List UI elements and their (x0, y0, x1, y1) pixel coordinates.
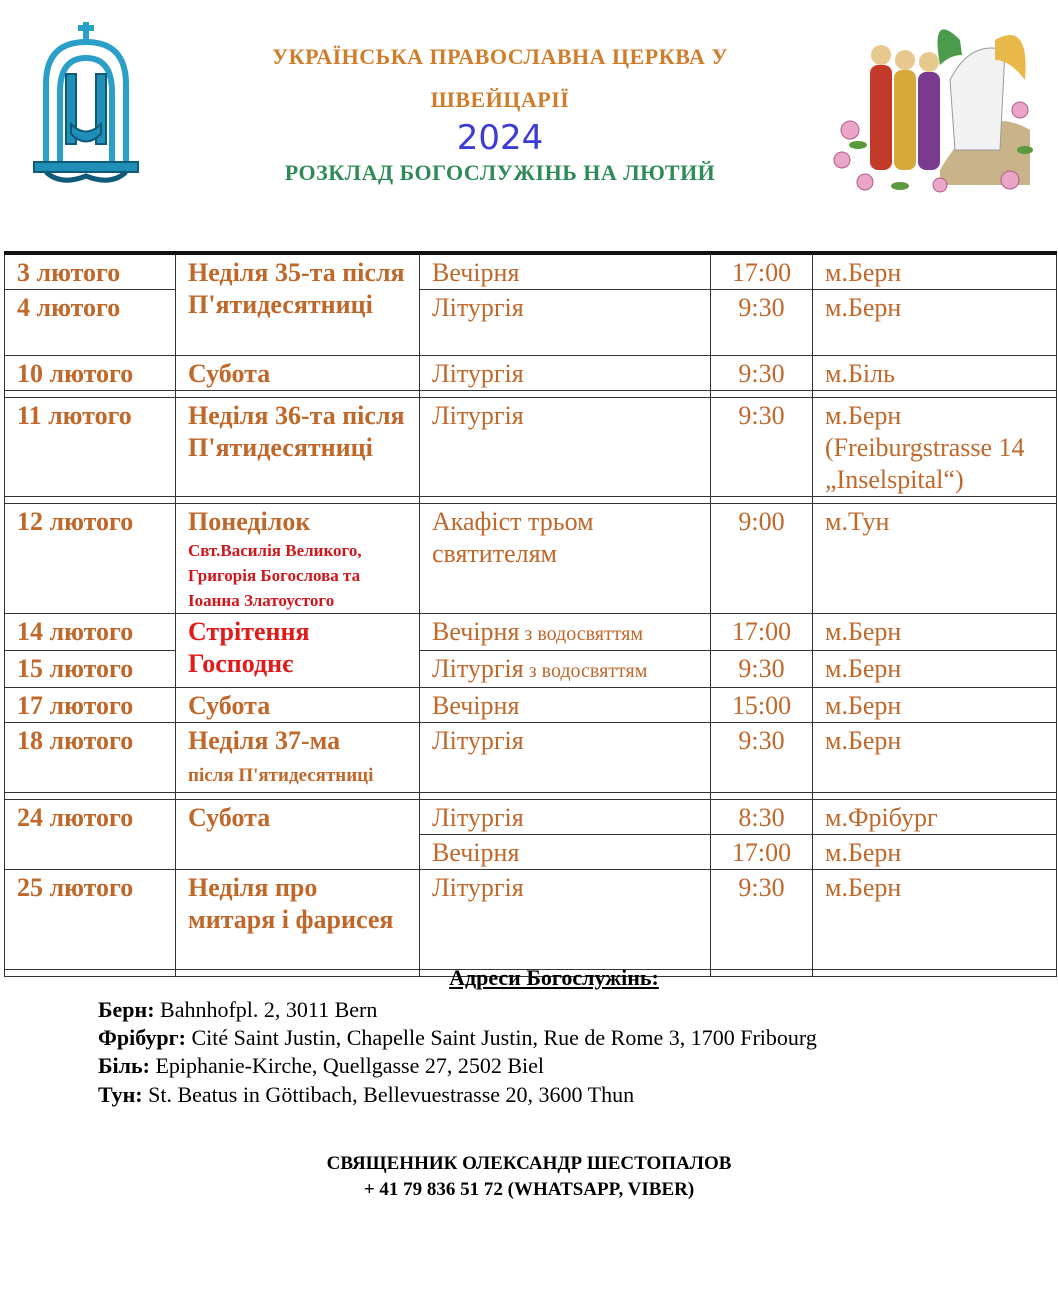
date-cell: 17 лютого (5, 688, 176, 723)
contact-phone: + 41 79 836 51 72 (WHATSAPP, VIBER) (363, 1179, 695, 1200)
header-line3: РОЗКЛАД БОГОСЛУЖІНЬ НА ЛЮТИЙ (284, 160, 716, 185)
service-cell: Літургія (420, 800, 711, 835)
day-cell: Неділя про митаря і фарисея (176, 870, 420, 970)
date-cell: 12 лютого (5, 504, 176, 614)
address-text: St. Beatus in Göttibach, Bellevuestrasse 20, 3600 Thun (142, 1082, 635, 1107)
service-extra: з водосвяттям (523, 660, 648, 682)
day-subtitle: після П'ятидесятниці (188, 765, 374, 786)
table-row (5, 398, 1057, 497)
date-cell: 10 лютого (5, 356, 176, 391)
service-cell: Вечірня (420, 835, 711, 870)
time-cell: 9:30 (711, 723, 813, 793)
time-cell: 9:30 (711, 651, 813, 688)
time-cell: 17:00 (711, 614, 813, 651)
place-cell: м.Берн (813, 835, 1057, 870)
date-cell: 14 лютого (5, 614, 176, 651)
table-row (5, 614, 1057, 651)
row-separator (5, 391, 1057, 398)
time-cell: 9:30 (711, 290, 813, 356)
day-name: Понеділок (188, 507, 311, 536)
schedule-table (4, 251, 1057, 977)
service-cell: Вечірня (420, 688, 711, 723)
address-biel (98, 1053, 544, 1079)
table-row (5, 800, 1057, 835)
time-cell: 17:00 (711, 253, 813, 290)
place-cell: м.Берн (Freiburgstrasse 14 „Inselspital“) (813, 398, 1057, 497)
time-cell: 8:30 (711, 800, 813, 835)
date-cell: 24 лютого (5, 800, 176, 870)
service-cell: Літургія (420, 398, 711, 497)
date-cell: 18 лютого (5, 723, 176, 793)
date-cell: 4 лютого (5, 290, 176, 356)
place-cell: м.Берн (813, 614, 1057, 651)
place-cell: м.Берн (813, 688, 1057, 723)
header-year: 2024 (456, 118, 544, 158)
time-cell: 9:30 (711, 870, 813, 970)
place-cell: м.Берн (813, 651, 1057, 688)
service-cell: Акафіст трьом святителям (420, 504, 711, 614)
address-thun (98, 1082, 634, 1108)
time-cell: 17:00 (711, 835, 813, 870)
table-row (5, 253, 1057, 290)
address-fribourg (98, 1025, 817, 1051)
saints-note: Свт.Василія Великого, Григорія Богослова та Іоанна Златоустого (188, 541, 362, 610)
place-cell: м.Берн (813, 723, 1057, 793)
day-name: Неділя 37-ма (188, 726, 341, 755)
time-cell: 9:30 (711, 356, 813, 391)
service-extra: з водосвяттям (519, 623, 644, 645)
myrrh-bearers-icon (830, 10, 1035, 195)
addresses-title: Адреси Богослужінь: (449, 965, 659, 990)
day-cell: Субота (176, 356, 420, 391)
place-cell: м.Тун (813, 504, 1057, 614)
service-cell: Літургія (420, 870, 711, 970)
service-cell: Літургія (420, 356, 711, 391)
date-cell: 25 лютого (5, 870, 176, 970)
header-line2: ШВЕЙЦАРІЇ (430, 87, 570, 112)
priest-name: СВЯЩЕННИК ОЛЕКСАНДР ШЕСТОПАЛОВ (326, 1153, 732, 1174)
service-cell: Вечірня (420, 253, 711, 290)
place-cell: м.Берн (813, 870, 1057, 970)
day-cell: Стрітення Господнє (176, 614, 420, 688)
address-text: Epiphanie-Kirche, Quellgasse 27, 2502 Biel (149, 1053, 545, 1078)
time-cell: 9:30 (711, 398, 813, 497)
day-cell: Субота (176, 800, 420, 870)
address-text: Bahnhofpl. 2, 3011 Bern (154, 997, 378, 1022)
time-cell: 15:00 (711, 688, 813, 723)
table-row (5, 290, 1057, 356)
date-cell: 3 лютого (5, 253, 176, 290)
place-cell: м.Берн (813, 290, 1057, 356)
address-label: Берн: (98, 997, 155, 1022)
address-label: Фрібург: (98, 1025, 186, 1050)
day-cell: Субота (176, 688, 420, 723)
table-row (5, 870, 1057, 970)
table-row (5, 504, 1057, 614)
place-cell: м.Біль (813, 356, 1057, 391)
address-label: Тун: (98, 1082, 143, 1107)
service-name: Літургія (432, 654, 524, 683)
table-row (5, 356, 1057, 391)
row-separator (5, 793, 1057, 800)
table-row (5, 688, 1057, 723)
header (0, 0, 1058, 220)
date-cell: 11 лютого (5, 398, 176, 497)
place-cell: м.Фрібург (813, 800, 1057, 835)
table-row (5, 651, 1057, 688)
address-label: Біль: (98, 1053, 150, 1078)
day-cell: Неділя 36-та після П'ятидесятниці (176, 398, 420, 497)
row-separator (5, 497, 1057, 504)
time-cell: 9:00 (711, 504, 813, 614)
service-cell: Літургія (420, 723, 711, 793)
service-cell: Літургія (420, 290, 711, 356)
service-cell (420, 614, 711, 651)
place-cell: м.Берн (813, 253, 1057, 290)
address-text: Cité Saint Justin, Chapelle Saint Justin, Rue de Rome 3, 1700 Fribourg (185, 1025, 817, 1050)
table-row (5, 723, 1057, 793)
date-cell: 15 лютого (5, 651, 176, 688)
day-cell (176, 504, 420, 614)
address-bern (98, 997, 377, 1023)
service-name: Вечірня (432, 617, 520, 646)
service-cell (420, 651, 711, 688)
day-cell (176, 723, 420, 793)
header-line1: УКРАЇНСЬКА ПРАВОСЛАВНА ЦЕРКВА У (271, 44, 729, 69)
day-cell: Неділя 35-та після П'ятидесятниці (176, 253, 420, 356)
